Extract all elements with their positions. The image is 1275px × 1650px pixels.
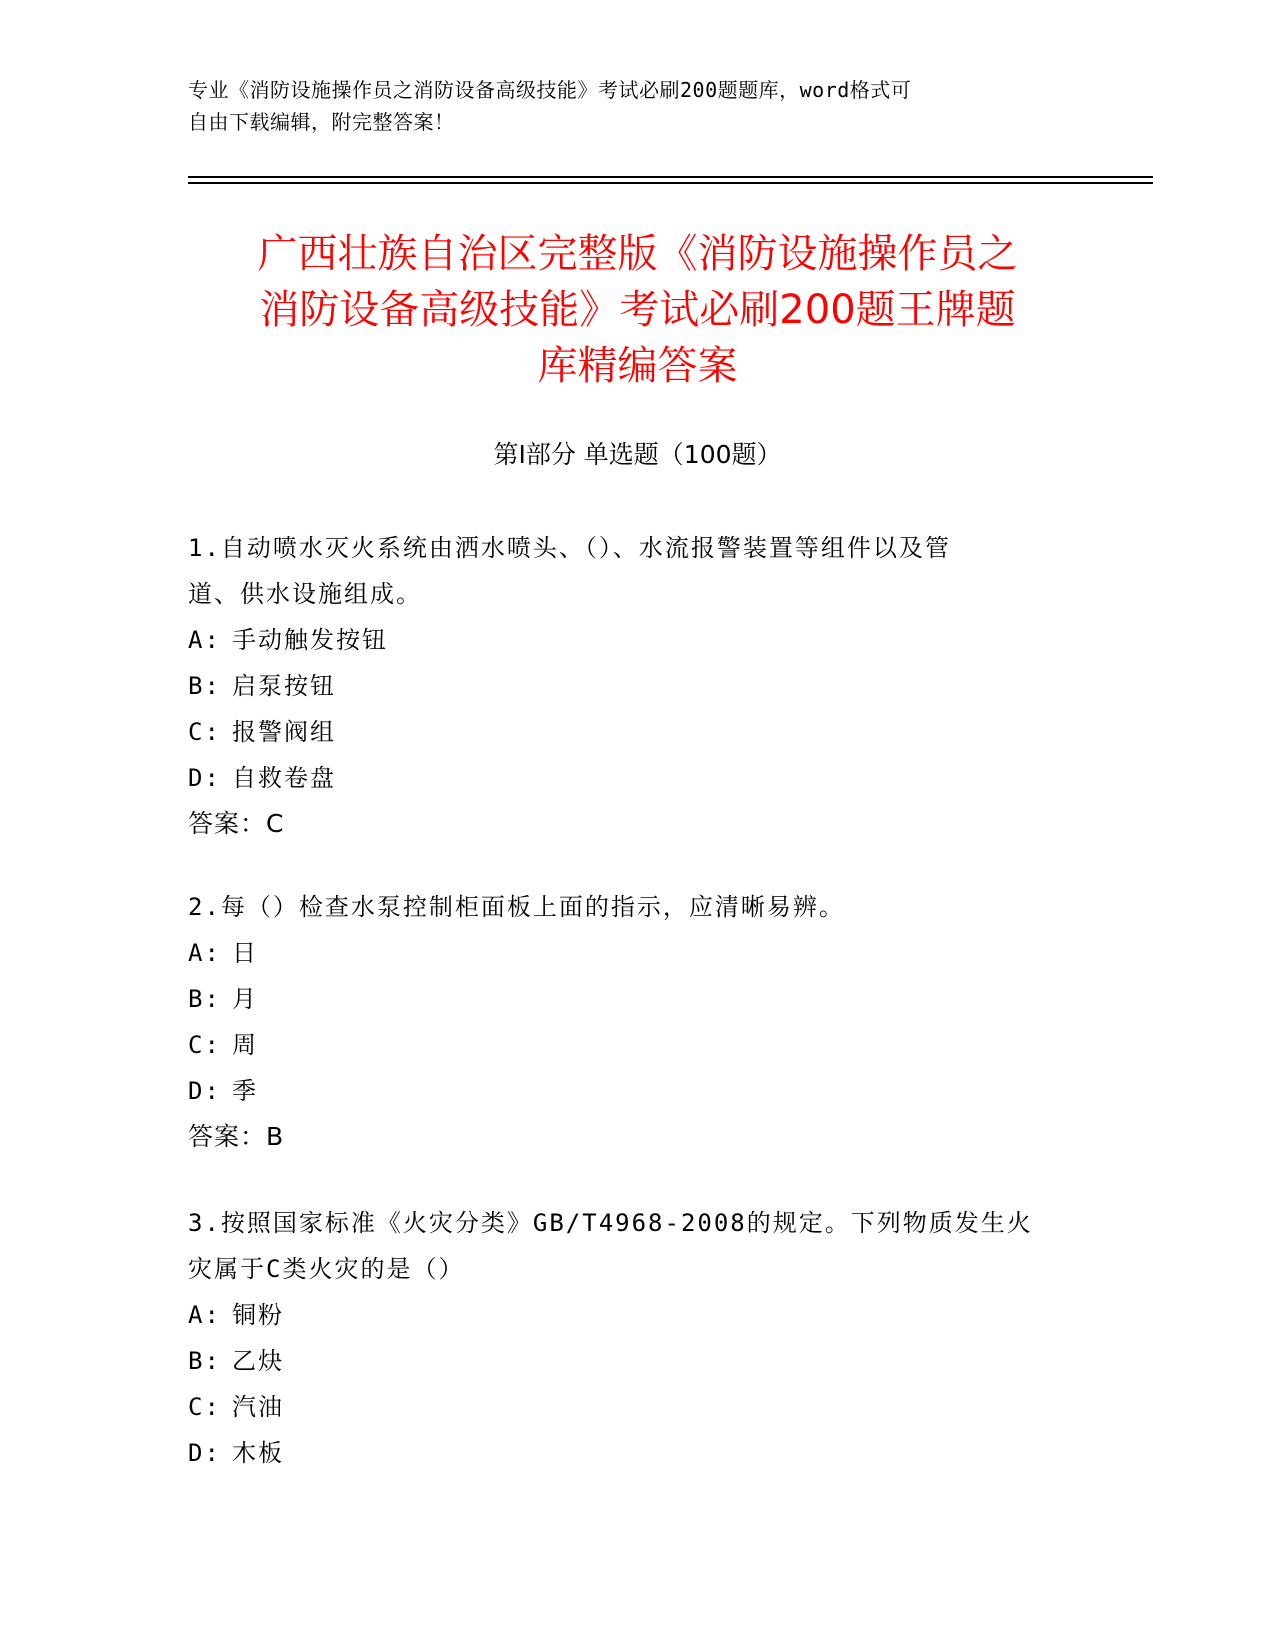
question-stem-line: 1.自动喷水灭火系统由洒水喷头、（）、水流报警装置等组件以及管 — [188, 534, 951, 562]
option-letter: A: — [188, 1301, 221, 1329]
question-stem — [188, 525, 1088, 617]
document-title-line-2: 消防设备高级技能》考试必刷200题王牌题 — [259, 287, 1016, 333]
question-stem-line: 道、供水设施组成。 — [188, 580, 422, 608]
option-text: 日 — [232, 939, 258, 967]
option-letter: B: — [188, 1347, 221, 1375]
question-2 — [188, 884, 1088, 1160]
header-divider-top — [188, 176, 1153, 178]
option-text: 报警阀组 — [232, 718, 336, 746]
option-text: 手动触发按钮 — [232, 626, 388, 654]
option-text: 自救卷盘 — [232, 764, 336, 792]
option-text: 周 — [232, 1031, 258, 1059]
option-letter: B: — [188, 672, 221, 700]
option-a — [188, 617, 1088, 663]
header-divider-bottom — [188, 182, 1153, 184]
question-1 — [188, 525, 1088, 847]
option-letter: D: — [188, 1077, 221, 1105]
option-c — [188, 1022, 1088, 1068]
section-heading: 第Ⅰ部分 单选题（100题） — [493, 440, 782, 469]
option-c — [188, 1384, 1088, 1430]
option-d — [188, 1068, 1088, 1114]
option-b — [188, 976, 1088, 1022]
document-title — [150, 226, 1125, 394]
option-text: 乙炔 — [232, 1347, 284, 1375]
option-letter: B: — [188, 985, 221, 1013]
option-text: 月 — [232, 985, 258, 1013]
option-b — [188, 663, 1088, 709]
option-text: 汽油 — [232, 1393, 284, 1421]
question-3 — [188, 1200, 1088, 1476]
option-b — [188, 1338, 1088, 1384]
header-note-line-1: 专业《消防设施操作员之消防设备高级技能》考试必刷200题题库，word格式可 — [188, 78, 912, 102]
option-a — [188, 930, 1088, 976]
document-title-line-3: 库精编答案 — [537, 343, 738, 389]
option-letter: A: — [188, 626, 221, 654]
option-c — [188, 709, 1088, 755]
question-stem — [188, 1200, 1088, 1292]
question-stem-line: 3.按照国家标准《火灾分类》GB/T4968-2008的规定。下列物质发生火 — [188, 1209, 1033, 1237]
option-text: 铜粉 — [232, 1301, 284, 1329]
question-stem-line: 灾属于C类火灾的是（） — [188, 1255, 465, 1283]
option-letter: D: — [188, 1439, 221, 1467]
option-text: 启泵按钮 — [232, 672, 336, 700]
option-letter: D: — [188, 764, 221, 792]
option-text: 季 — [232, 1077, 258, 1105]
question-stem — [188, 884, 1088, 930]
header-note — [188, 74, 1068, 138]
option-letter: C: — [188, 1031, 221, 1059]
option-d — [188, 755, 1088, 801]
answer-line: 答案：C — [188, 809, 285, 838]
option-letter: A: — [188, 939, 221, 967]
question-stem-line: 2.每（）检查水泵控制柜面板上面的指示，应清晰易辨。 — [188, 893, 845, 921]
answer-line: 答案：B — [188, 1122, 285, 1151]
option-a — [188, 1292, 1088, 1338]
option-letter: C: — [188, 718, 221, 746]
header-note-line-2: 自由下载编辑，附完整答案！ — [188, 110, 455, 134]
option-d — [188, 1430, 1088, 1476]
document-title-line-1: 广西壮族自治区完整版《消防设施操作员之 — [257, 231, 1018, 277]
option-text: 木板 — [232, 1439, 284, 1467]
option-letter: C: — [188, 1393, 221, 1421]
